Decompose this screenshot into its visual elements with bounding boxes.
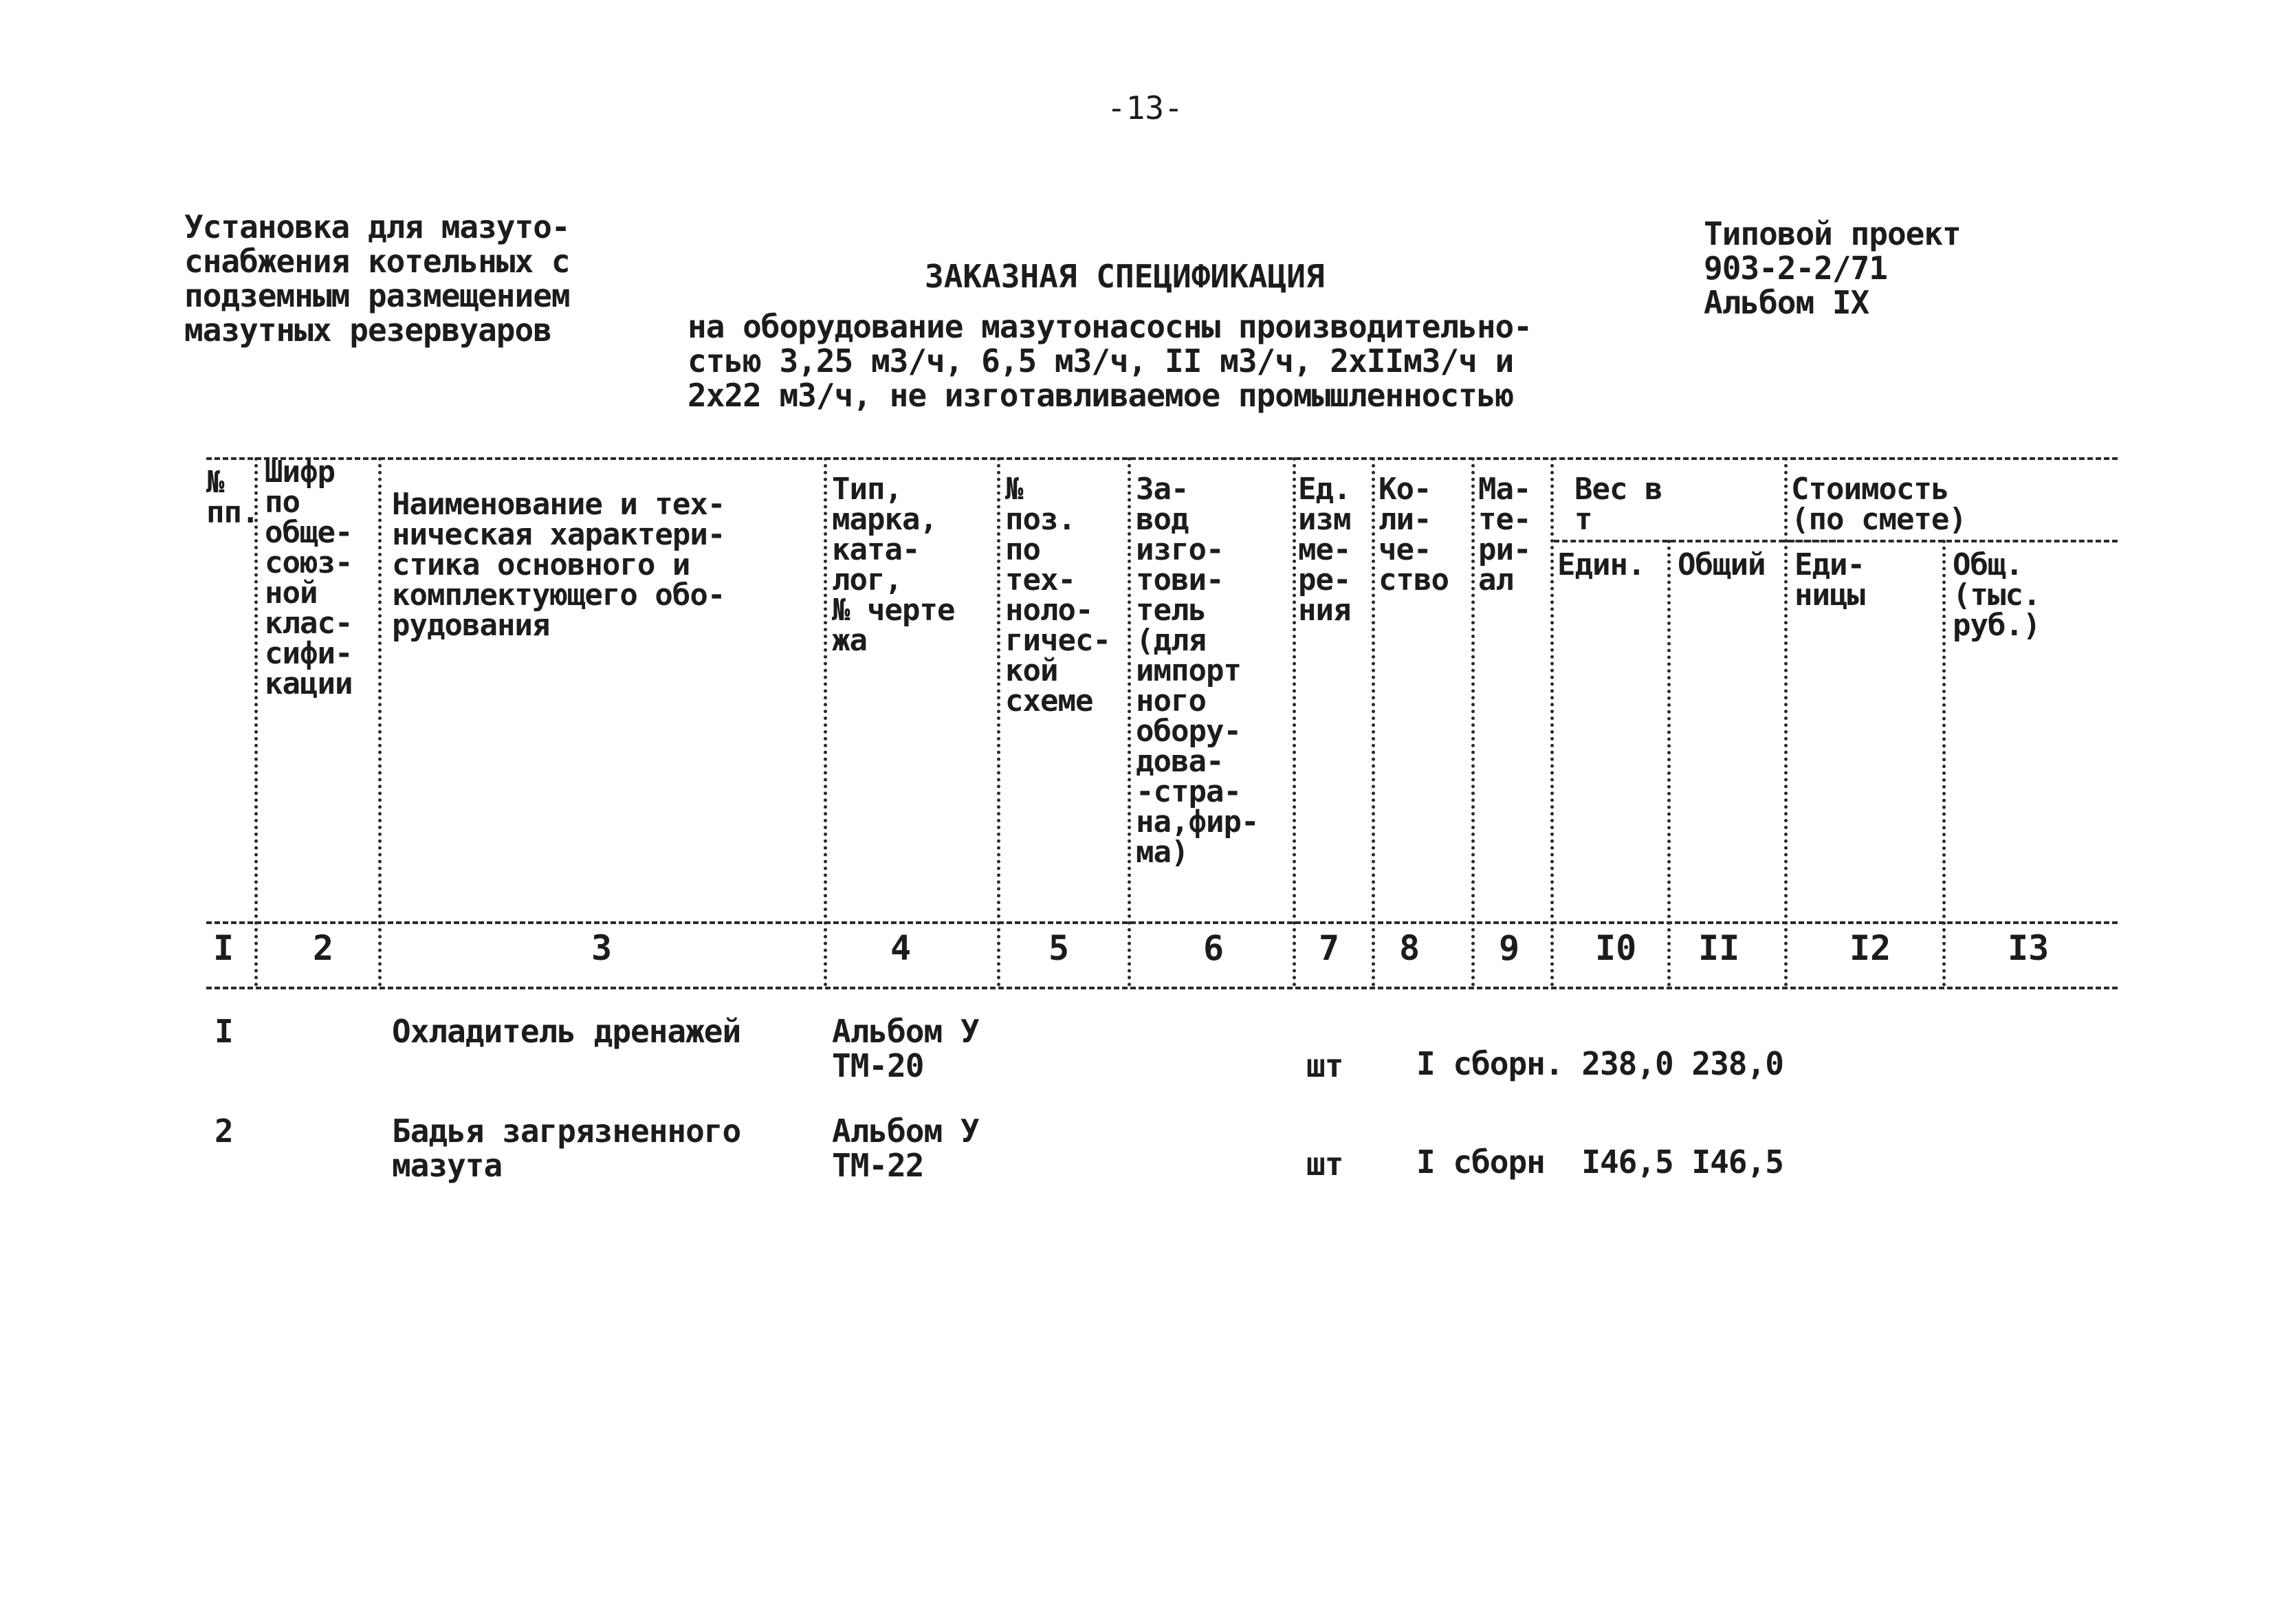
col-divider — [1471, 457, 1475, 987]
row-number: I — [215, 1013, 233, 1050]
column-number: 8 — [1399, 928, 1420, 968]
row-unit: шт — [1306, 1145, 1343, 1183]
header-bottom-rule — [206, 921, 2118, 924]
header-weight-total: Общий — [1678, 547, 1766, 582]
column-number: 4 — [890, 928, 912, 968]
column-number: II — [1698, 928, 1740, 968]
col-divider — [1128, 457, 1131, 987]
row-number: 2 — [215, 1112, 233, 1150]
row-name: Бадья загрязненного мазута — [392, 1112, 741, 1184]
header-weight: Вес в т — [1574, 472, 1662, 537]
col-divider — [1550, 457, 1554, 987]
project-reference: Типовой проект 903-2-2/71 Альбом IX — [1704, 215, 1961, 321]
column-number: I2 — [1849, 928, 1891, 968]
colnum-bottom-rule — [206, 987, 2118, 989]
table-top-rule — [206, 457, 2118, 460]
row-type: Альбом У ТМ-22 — [832, 1112, 979, 1184]
column-number: 6 — [1203, 928, 1225, 968]
row-unit: шт — [1306, 1047, 1343, 1084]
page-number: -13- — [1107, 89, 1183, 127]
header-manufacturer: За- вод изго- тови- тель (для импорт ного обору- дова- -стра- на,фир- ма) — [1136, 472, 1259, 870]
header-num: № пп. — [206, 465, 259, 530]
col-divider — [1372, 457, 1375, 987]
header-unit: Ед. изм ме- ре- ния — [1298, 472, 1351, 628]
row-type: Альбом У ТМ-20 — [832, 1013, 979, 1084]
project-description: Установка для мазуто- снабжения котельных с подземным размещением мазутных резервуаров — [184, 208, 570, 349]
col-divider — [1942, 540, 1946, 987]
header-weight-unit: Един. — [1557, 547, 1645, 582]
column-number: 3 — [591, 928, 613, 968]
col-divider — [1784, 457, 1788, 987]
col-divider — [824, 457, 827, 987]
header-cost-unit: Еди- ницы — [1794, 547, 1865, 613]
column-number: 2 — [313, 928, 334, 968]
header-type: Тип, марка, ката- лог, № черте жа — [832, 472, 955, 658]
column-number: I0 — [1595, 928, 1637, 968]
header-quantity: Ко- ли- че- ство — [1379, 472, 1449, 597]
column-number: 7 — [1319, 928, 1340, 968]
row-name: Охладитель дренажей — [392, 1013, 741, 1050]
row-values: I сборн. 238,0 238,0 — [1416, 1045, 1783, 1082]
header-material: Ма- те- ри- ал — [1478, 472, 1531, 597]
document-title: ЗАКАЗНАЯ СПЕЦИФИКАЦИЯ — [925, 258, 1325, 295]
header-position: № поз. по тех- ноло- гичес- кой схеме — [1005, 472, 1110, 718]
col-divider — [378, 457, 382, 987]
column-number: I — [213, 928, 234, 968]
row-values: I сборн I46,5 I46,5 — [1416, 1143, 1783, 1181]
header-name: Наименование и тех- ническая характери- стика основного и комплектующего обо- рудования — [392, 487, 725, 643]
column-number: 9 — [1499, 928, 1520, 968]
header-cost-total: Общ. (тыс. руб.) — [1953, 547, 2041, 643]
col-divider — [1667, 540, 1671, 987]
header-code: Шифр по обще- союз- ной клас- сифи- кации — [265, 454, 353, 701]
cost-subheader-rule — [1781, 540, 2118, 542]
col-divider — [1293, 457, 1296, 987]
col-divider — [254, 457, 258, 987]
column-number: I3 — [2008, 928, 2050, 968]
col-divider — [997, 457, 1000, 987]
header-cost: Стоимость (по смете) — [1791, 472, 1966, 537]
column-number: 5 — [1048, 928, 1070, 968]
document-subtitle: на оборудование мазутонасосны производительно- стью 3,25 м3/ч, 6,5 м3/ч, II м3/ч, 2хIIм3/ч и 2х22 м3/ч, не изготавливаемое промышленностью — [688, 308, 1532, 414]
